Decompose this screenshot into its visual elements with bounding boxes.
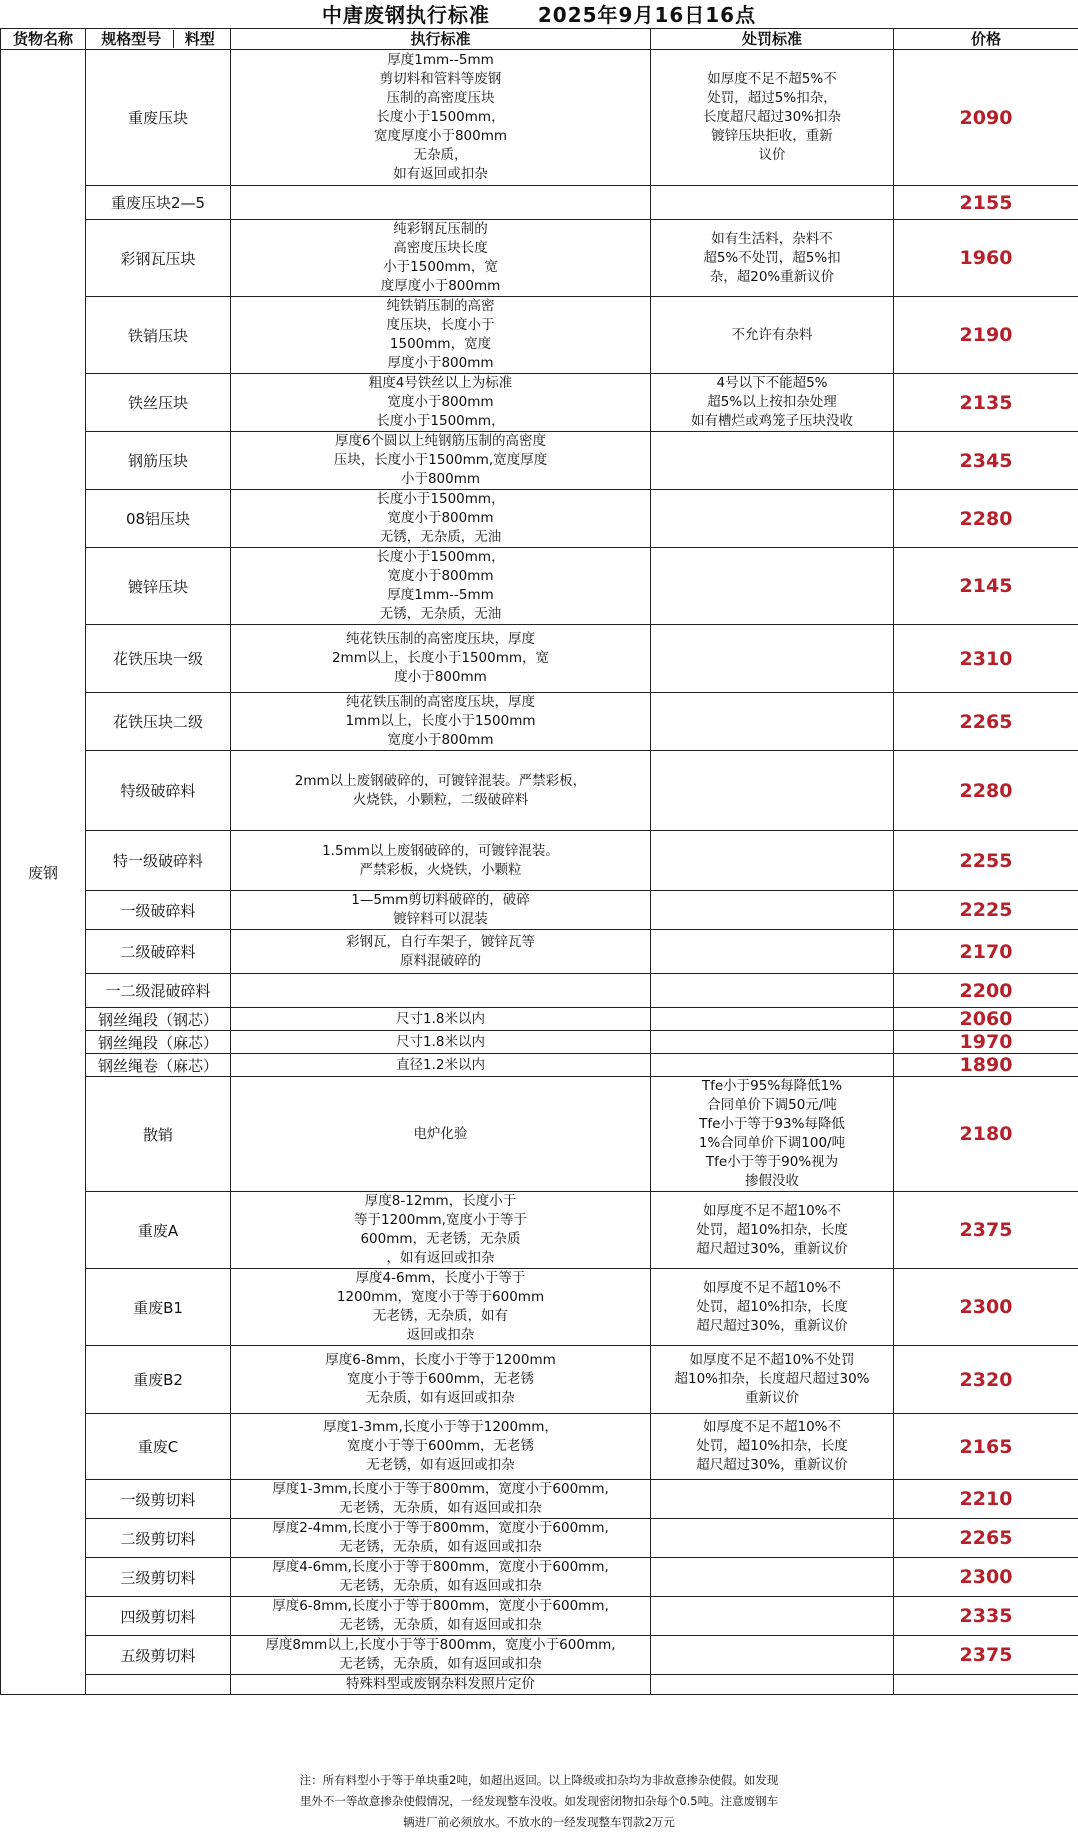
item-name: 08铝压块	[86, 490, 231, 548]
item-price: 2255	[894, 831, 1078, 891]
item-standard: 厚度1mm--5mm 剪切料和管料等废钢 压制的高密度压块 长度小于1500mm， 宽度厚度小于800mm 无杂质， 如有返回或扣杂	[231, 50, 651, 186]
item-standard: 彩钢瓦，自行车架子，镀锌瓦等 原料混破碎的	[231, 930, 651, 974]
item-price: 2180	[894, 1077, 1078, 1192]
table-row	[1, 1054, 1078, 1077]
table-row	[1, 1414, 1078, 1480]
item-price: 1960	[894, 220, 1078, 297]
table-row	[1, 625, 1078, 693]
item-name: 花铁压块一级	[86, 625, 231, 693]
price-table	[0, 28, 1078, 1695]
item-price: 2225	[894, 891, 1078, 930]
special-row	[1, 1675, 1078, 1695]
item-name: 钢筋压块	[86, 432, 231, 490]
table-row	[1, 1031, 1078, 1054]
item-price: 2090	[894, 50, 1078, 186]
table-row	[1, 1077, 1078, 1192]
table-body	[1, 50, 1078, 1695]
item-price: 1970	[894, 1031, 1078, 1054]
header-price: 价格	[894, 29, 1078, 50]
header-spec-material	[86, 29, 231, 50]
item-price: 2265	[894, 1519, 1078, 1558]
item-penalty	[651, 751, 894, 831]
item-price: 2300	[894, 1269, 1078, 1346]
header-material: 料型	[185, 30, 215, 48]
item-standard: 厚度4-6mm,长度小于等于800mm，宽度小于600mm, 无老锈，无杂质，如有返回或扣杂	[231, 1558, 651, 1597]
item-standard: 厚度6-8mm,长度小于等于800mm，宽度小于600mm, 无老锈，无杂质，如有返回或扣杂	[231, 1597, 651, 1636]
table-row	[1, 297, 1078, 374]
item-penalty	[651, 930, 894, 974]
item-penalty: Tfe小于95%每降低1% 合同单价下调50元/吨 Tfe小于等于93%每降低 1%合同单价下调100/吨 Tfe小于等于90%视为 掺假没收	[651, 1077, 894, 1192]
item-penalty	[651, 1519, 894, 1558]
item-penalty: 如厚度不足不超10%不 处罚，超10%扣杂，长度 超尺超过30%，重新议价	[651, 1414, 894, 1480]
item-name: 四级剪切料	[86, 1597, 231, 1636]
item-name: 重废B1	[86, 1269, 231, 1346]
item-price: 2335	[894, 1597, 1078, 1636]
page-title	[0, 0, 1078, 30]
item-price: 2060	[894, 1008, 1078, 1031]
item-name: 五级剪切料	[86, 1636, 231, 1675]
item-penalty: 如有生活料，杂料不 超5%不处罚，超5%扣 杂，超20%重新议价	[651, 220, 894, 297]
item-standard	[231, 974, 651, 1008]
special-empty-penalty	[651, 1675, 894, 1695]
item-standard: 厚度2-4mm,长度小于等于800mm，宽度小于600mm, 无老锈，无杂质，如有返回或扣杂	[231, 1519, 651, 1558]
table-row	[1, 974, 1078, 1008]
table-row	[1, 1519, 1078, 1558]
header-penalty: 处罚标准	[651, 29, 894, 50]
table-row	[1, 1480, 1078, 1519]
item-name: 重废A	[86, 1192, 231, 1269]
item-standard: 纯铁销压制的高密 度压块，长度小于 1500mm，宽度 厚度小于800mm	[231, 297, 651, 374]
item-name: 彩钢瓦压块	[86, 220, 231, 297]
header-standard: 执行标准	[231, 29, 651, 50]
table-row	[1, 930, 1078, 974]
item-price: 2375	[894, 1636, 1078, 1675]
item-penalty	[651, 974, 894, 1008]
special-empty-price	[894, 1675, 1078, 1695]
item-penalty	[651, 891, 894, 930]
item-price: 2265	[894, 693, 1078, 751]
table-row	[1, 186, 1078, 220]
table-row	[1, 432, 1078, 490]
item-standard	[231, 186, 651, 220]
item-penalty: 如厚度不足不超10%不 处罚，超10%扣杂，长度 超尺超过30%，重新议价	[651, 1192, 894, 1269]
table-row	[1, 891, 1078, 930]
item-penalty	[651, 1636, 894, 1675]
item-standard: 厚度1-3mm,长度小于等于800mm，宽度小于600mm, 无老锈，无杂质，如有返回或扣杂	[231, 1480, 651, 1519]
item-penalty	[651, 1480, 894, 1519]
item-standard: 2mm以上废钢破碎的，可镀锌混装。严禁彩板， 火烧铁，小颗粒，二级破碎料	[231, 751, 651, 831]
header-row	[1, 29, 1078, 50]
title-datetime: 2025年9月16日16点	[538, 3, 756, 27]
item-penalty	[651, 625, 894, 693]
item-price: 1890	[894, 1054, 1078, 1077]
item-price: 2310	[894, 625, 1078, 693]
item-penalty: 4号以下不能超5% 超5%以上按扣杂处理 如有槽烂或鸡笼子压块没收	[651, 374, 894, 432]
item-name: 散销	[86, 1077, 231, 1192]
item-name: 二级破碎料	[86, 930, 231, 974]
item-price: 2170	[894, 930, 1078, 974]
item-standard: 厚度6个圆以上纯钢筋压制的高密度 压块，长度小于1500mm,宽度厚度 小于800mm	[231, 432, 651, 490]
item-name: 一二级混破碎料	[86, 974, 231, 1008]
item-name: 一级剪切料	[86, 1480, 231, 1519]
table-row	[1, 1346, 1078, 1414]
item-price: 2280	[894, 490, 1078, 548]
item-penalty	[651, 432, 894, 490]
item-price: 2155	[894, 186, 1078, 220]
item-name: 镀锌压块	[86, 548, 231, 625]
table-row	[1, 220, 1078, 297]
item-penalty	[651, 490, 894, 548]
item-standard: 尺寸1.8米以内	[231, 1008, 651, 1031]
item-name: 铁丝压块	[86, 374, 231, 432]
item-standard: 厚度1-3mm,长度小于等于1200mm， 宽度小于等于600mm，无老锈 无老锈，如有返回或扣杂	[231, 1414, 651, 1480]
item-standard: 直径1.2米以内	[231, 1054, 651, 1077]
item-standard: 纯花铁压制的高密度压块，厚度 1mm以上，长度小于1500mm 宽度小于800mm	[231, 693, 651, 751]
table-row	[1, 1597, 1078, 1636]
item-name: 铁销压块	[86, 297, 231, 374]
item-name: 钢丝绳段（麻芯）	[86, 1031, 231, 1054]
table-row	[1, 751, 1078, 831]
table-row	[1, 1636, 1078, 1675]
item-name: 钢丝绳段（钢芯）	[86, 1008, 231, 1031]
item-penalty	[651, 1597, 894, 1636]
item-price: 2200	[894, 974, 1078, 1008]
table-row	[1, 548, 1078, 625]
item-penalty: 如厚度不足不超10%不 处罚，超10%扣杂，长度 超尺超过30%，重新议价	[651, 1269, 894, 1346]
item-name: 重废压块	[86, 50, 231, 186]
item-price: 2210	[894, 1480, 1078, 1519]
item-name: 重废B2	[86, 1346, 231, 1414]
item-penalty	[651, 831, 894, 891]
item-standard: 1—5mm剪切料破碎的，破碎 镀锌料可以混装	[231, 891, 651, 930]
item-penalty: 如厚度不足不超5%不 处罚，超过5%扣杂， 长度超尺超过30%扣杂 镀锌压块拒收，重新 议价	[651, 50, 894, 186]
item-name: 重废压块2—5	[86, 186, 231, 220]
item-standard: 粗度4号铁丝以上为标准 宽度小于800mm 长度小于1500mm，	[231, 374, 651, 432]
table-row	[1, 1008, 1078, 1031]
special-text: 特殊料型或废钢杂料发照片定价	[231, 1675, 651, 1695]
item-price: 2375	[894, 1192, 1078, 1269]
header-goods: 货物名称	[1, 29, 86, 50]
item-standard: 纯彩钢瓦压制的 高密度压块长度 小于1500mm，宽 度厚度小于800mm	[231, 220, 651, 297]
table-row	[1, 831, 1078, 891]
item-price: 2165	[894, 1414, 1078, 1480]
item-name: 特级破碎料	[86, 751, 231, 831]
item-standard: 厚度8-12mm，长度小于 等于1200mm,宽度小于等于 600mm，无老锈，无杂质 ，如有返回或扣杂	[231, 1192, 651, 1269]
item-price: 2190	[894, 297, 1078, 374]
table-row	[1, 50, 1078, 186]
item-standard: 厚度6-8mm，长度小于等于1200mm 宽度小于等于600mm，无老锈 无杂质，如有返回或扣杂	[231, 1346, 651, 1414]
item-name: 特一级破碎料	[86, 831, 231, 891]
item-price: 2135	[894, 374, 1078, 432]
item-penalty	[651, 186, 894, 220]
item-name: 重废C	[86, 1414, 231, 1480]
item-penalty	[651, 693, 894, 751]
table-row	[1, 693, 1078, 751]
item-price: 2145	[894, 548, 1078, 625]
item-standard: 电炉化验	[231, 1077, 651, 1192]
category-cell: 废钢	[1, 50, 86, 1695]
special-empty	[86, 1675, 231, 1695]
item-standard: 长度小于1500mm， 宽度小于800mm 厚度1mm--5mm 无锈，无杂质，无油	[231, 548, 651, 625]
item-penalty: 如厚度不足不超10%不处罚 超10%扣杂，长度超尺超过30% 重新议价	[651, 1346, 894, 1414]
item-price: 2300	[894, 1558, 1078, 1597]
title-text: 中唐废钢执行标准	[322, 3, 490, 27]
item-standard: 1.5mm以上废钢破碎的，可镀锌混装。 严禁彩板，火烧铁，小颗粒	[231, 831, 651, 891]
footnote: 注：所有料型小于等于单块重2吨，如超出返回。以上降级或扣杂均为非故意掺杂使假。如发现 里外不一等故意掺杂使假情况，一经发现整车没收。如发现密闭物扣杂每个0.5吨。注意废钢车 辆进厂前必须放水。不放水的一经发现整车罚款2万元	[0, 1770, 1078, 1833]
item-standard: 长度小于1500mm， 宽度小于800mm 无锈，无杂质，无油	[231, 490, 651, 548]
item-price: 2320	[894, 1346, 1078, 1414]
item-penalty	[651, 1031, 894, 1054]
table-row	[1, 1269, 1078, 1346]
item-standard: 厚度8mm以上,长度小于等于800mm，宽度小于600mm, 无老锈，无杂质，如有返回或扣杂	[231, 1636, 651, 1675]
item-name: 一级破碎料	[86, 891, 231, 930]
table-row	[1, 1192, 1078, 1269]
item-standard: 尺寸1.8米以内	[231, 1031, 651, 1054]
item-price: 2280	[894, 751, 1078, 831]
item-penalty	[651, 1558, 894, 1597]
item-standard: 纯花铁压制的高密度压块，厚度 2mm以上，长度小于1500mm，宽 度小于800mm	[231, 625, 651, 693]
item-name: 三级剪切料	[86, 1558, 231, 1597]
item-name: 花铁压块二级	[86, 693, 231, 751]
item-penalty	[651, 1008, 894, 1031]
table-row	[1, 490, 1078, 548]
item-penalty	[651, 1054, 894, 1077]
item-standard: 厚度4-6mm，长度小于等于 1200mm，宽度小于等于600mm 无老锈，无杂质，如有 返回或扣杂	[231, 1269, 651, 1346]
header-spec: 规格型号	[101, 30, 161, 48]
item-penalty: 不允许有杂料	[651, 297, 894, 374]
item-price: 2345	[894, 432, 1078, 490]
item-name: 二级剪切料	[86, 1519, 231, 1558]
table-row	[1, 1558, 1078, 1597]
item-penalty	[651, 548, 894, 625]
item-name: 钢丝绳卷（麻芯）	[86, 1054, 231, 1077]
table-row	[1, 374, 1078, 432]
